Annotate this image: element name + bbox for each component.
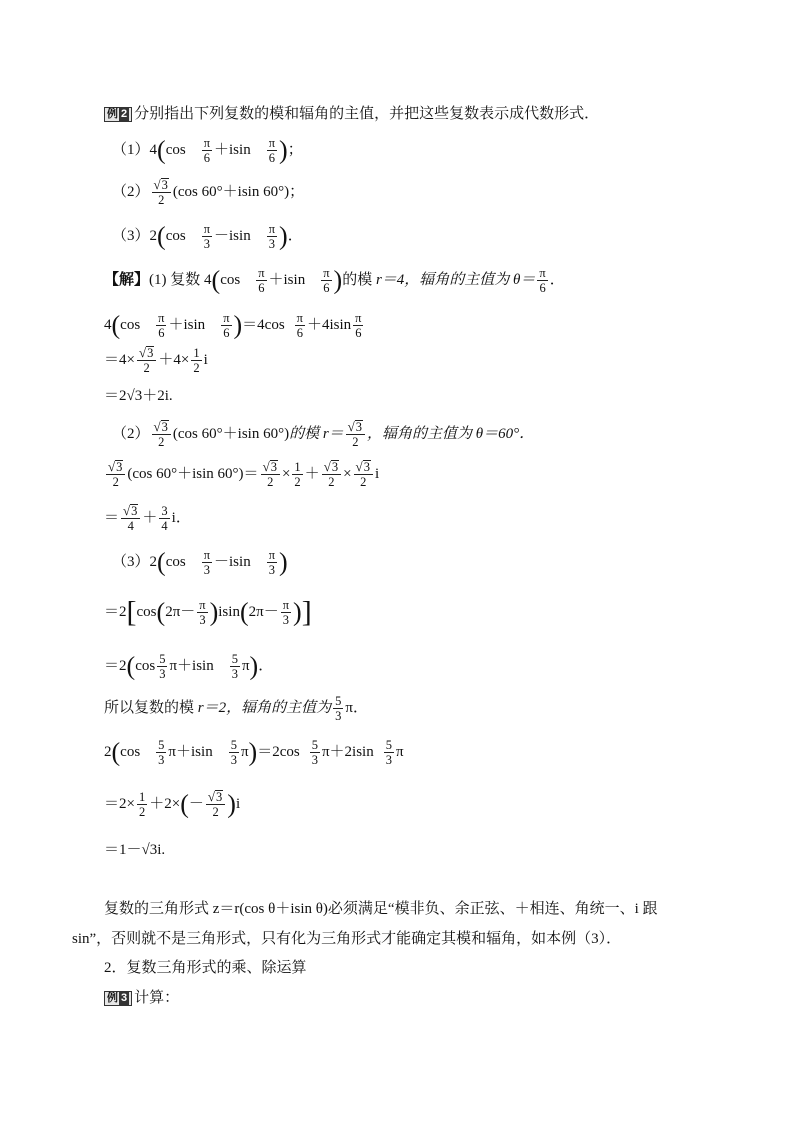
solution-2-line: （2） $\frac{√3}{2}$ (cos 60°＋isin 60°)的模 r＝ $\frac{√3}{2}$ ，辐角的主值为 θ＝60°． [112,419,535,449]
solution-3-step3: 2(cos $\frac{5}{3}$ π＋isin $\frac{5}{3}$ π)＝2cos $\frac{5}{3}$ π＋2isin $\frac{5}{3}$ π [104,737,404,767]
section-2-heading: 2．复数三角形式的乘、除运算 [104,960,307,976]
example-3-heading: 例 3 计算： [104,988,179,1008]
note-line-2: sin”，否则就不是三角形式，只有化为三角形式才能确定其模和辐角，如本例（3）． [72,931,622,947]
solution-1-line: 【解】(1) 复数 4(cos $\frac{\pi}{6}$ ＋isin $\frac{\pi}{6}$ )的模 r＝4，辐角的主值为 θ＝ $\frac{\pi}{6}$ ． [104,265,565,295]
problem-2: （2） $\frac{√3}{2}$ (cos 60°＋isin 60°)； [112,177,305,207]
solution-3-line: （3）2(cos $\frac{\pi}{3}$ －isin $\frac{\pi}{3}$ ) [112,547,288,577]
note-line-1: 复数的三角形式 z＝r(cos θ＋isin θ)必须满足“模非负、余正弦、＋相连、角统一、i 跟 [104,901,658,917]
problem-3: （3）2(cos $\frac{\pi}{3}$ －isin $\frac{\pi}{3}$ )． [112,221,303,251]
solution-1-result: ＝2√3＋2i. [104,388,173,404]
example-tag: 例 3 [104,991,132,1006]
problem-1: （1）4(cos $\frac{\pi}{6}$ ＋isin $\frac{\pi}{6}$ )； [112,135,303,165]
solution-1-step1: 4(cos $\frac{\pi}{6}$ ＋isin $\frac{\pi}{6}$ )＝4cos $\frac{\pi}{6}$ ＋4isin $\frac{\pi}{6}$ [104,310,362,340]
solution-2-result: ＝ $\frac{√3}{4}$ ＋ $\frac{3}{4}$ i． [104,503,191,533]
solution-2-step1: $\frac{√3}{2}$ (cos 60°＋isin 60°)＝ $\frac{√3}{2}$ × $\frac{1}{2}$ ＋ $\frac{√3}{2}$ × $\frac{√3}{2}$ i [108,459,380,489]
solution-1-step2: ＝4× $\frac{√3}{2}$ ＋4× $\frac{1}{2}$ i [104,345,208,375]
solution-3-modulus: 所以复数的模 r＝2，辐角的主值为 $\frac{5}{3}$ π． [104,694,368,723]
solution-3-step2: ＝2(cos $\frac{5}{3}$ π＋isin $\frac{5}{3}$ π)． [104,651,274,681]
solution-3-result: ＝1－√3i. [104,842,166,858]
solution-3-step1: ＝2[cos(2π－ $\frac{\pi}{3}$ )isin(2π－ $\frac{\pi}{3}$ )] [104,595,312,629]
example-tag: 例 2 [104,107,132,122]
example-2-heading: 例 2 分别指出下列复数的模和辐角的主值，并把这些复数表示成代数形式． [104,104,599,124]
solution-3-step4: ＝2× $\frac{1}{2}$ ＋2×(－ $\frac{√3}{2}$ )i [104,789,241,819]
